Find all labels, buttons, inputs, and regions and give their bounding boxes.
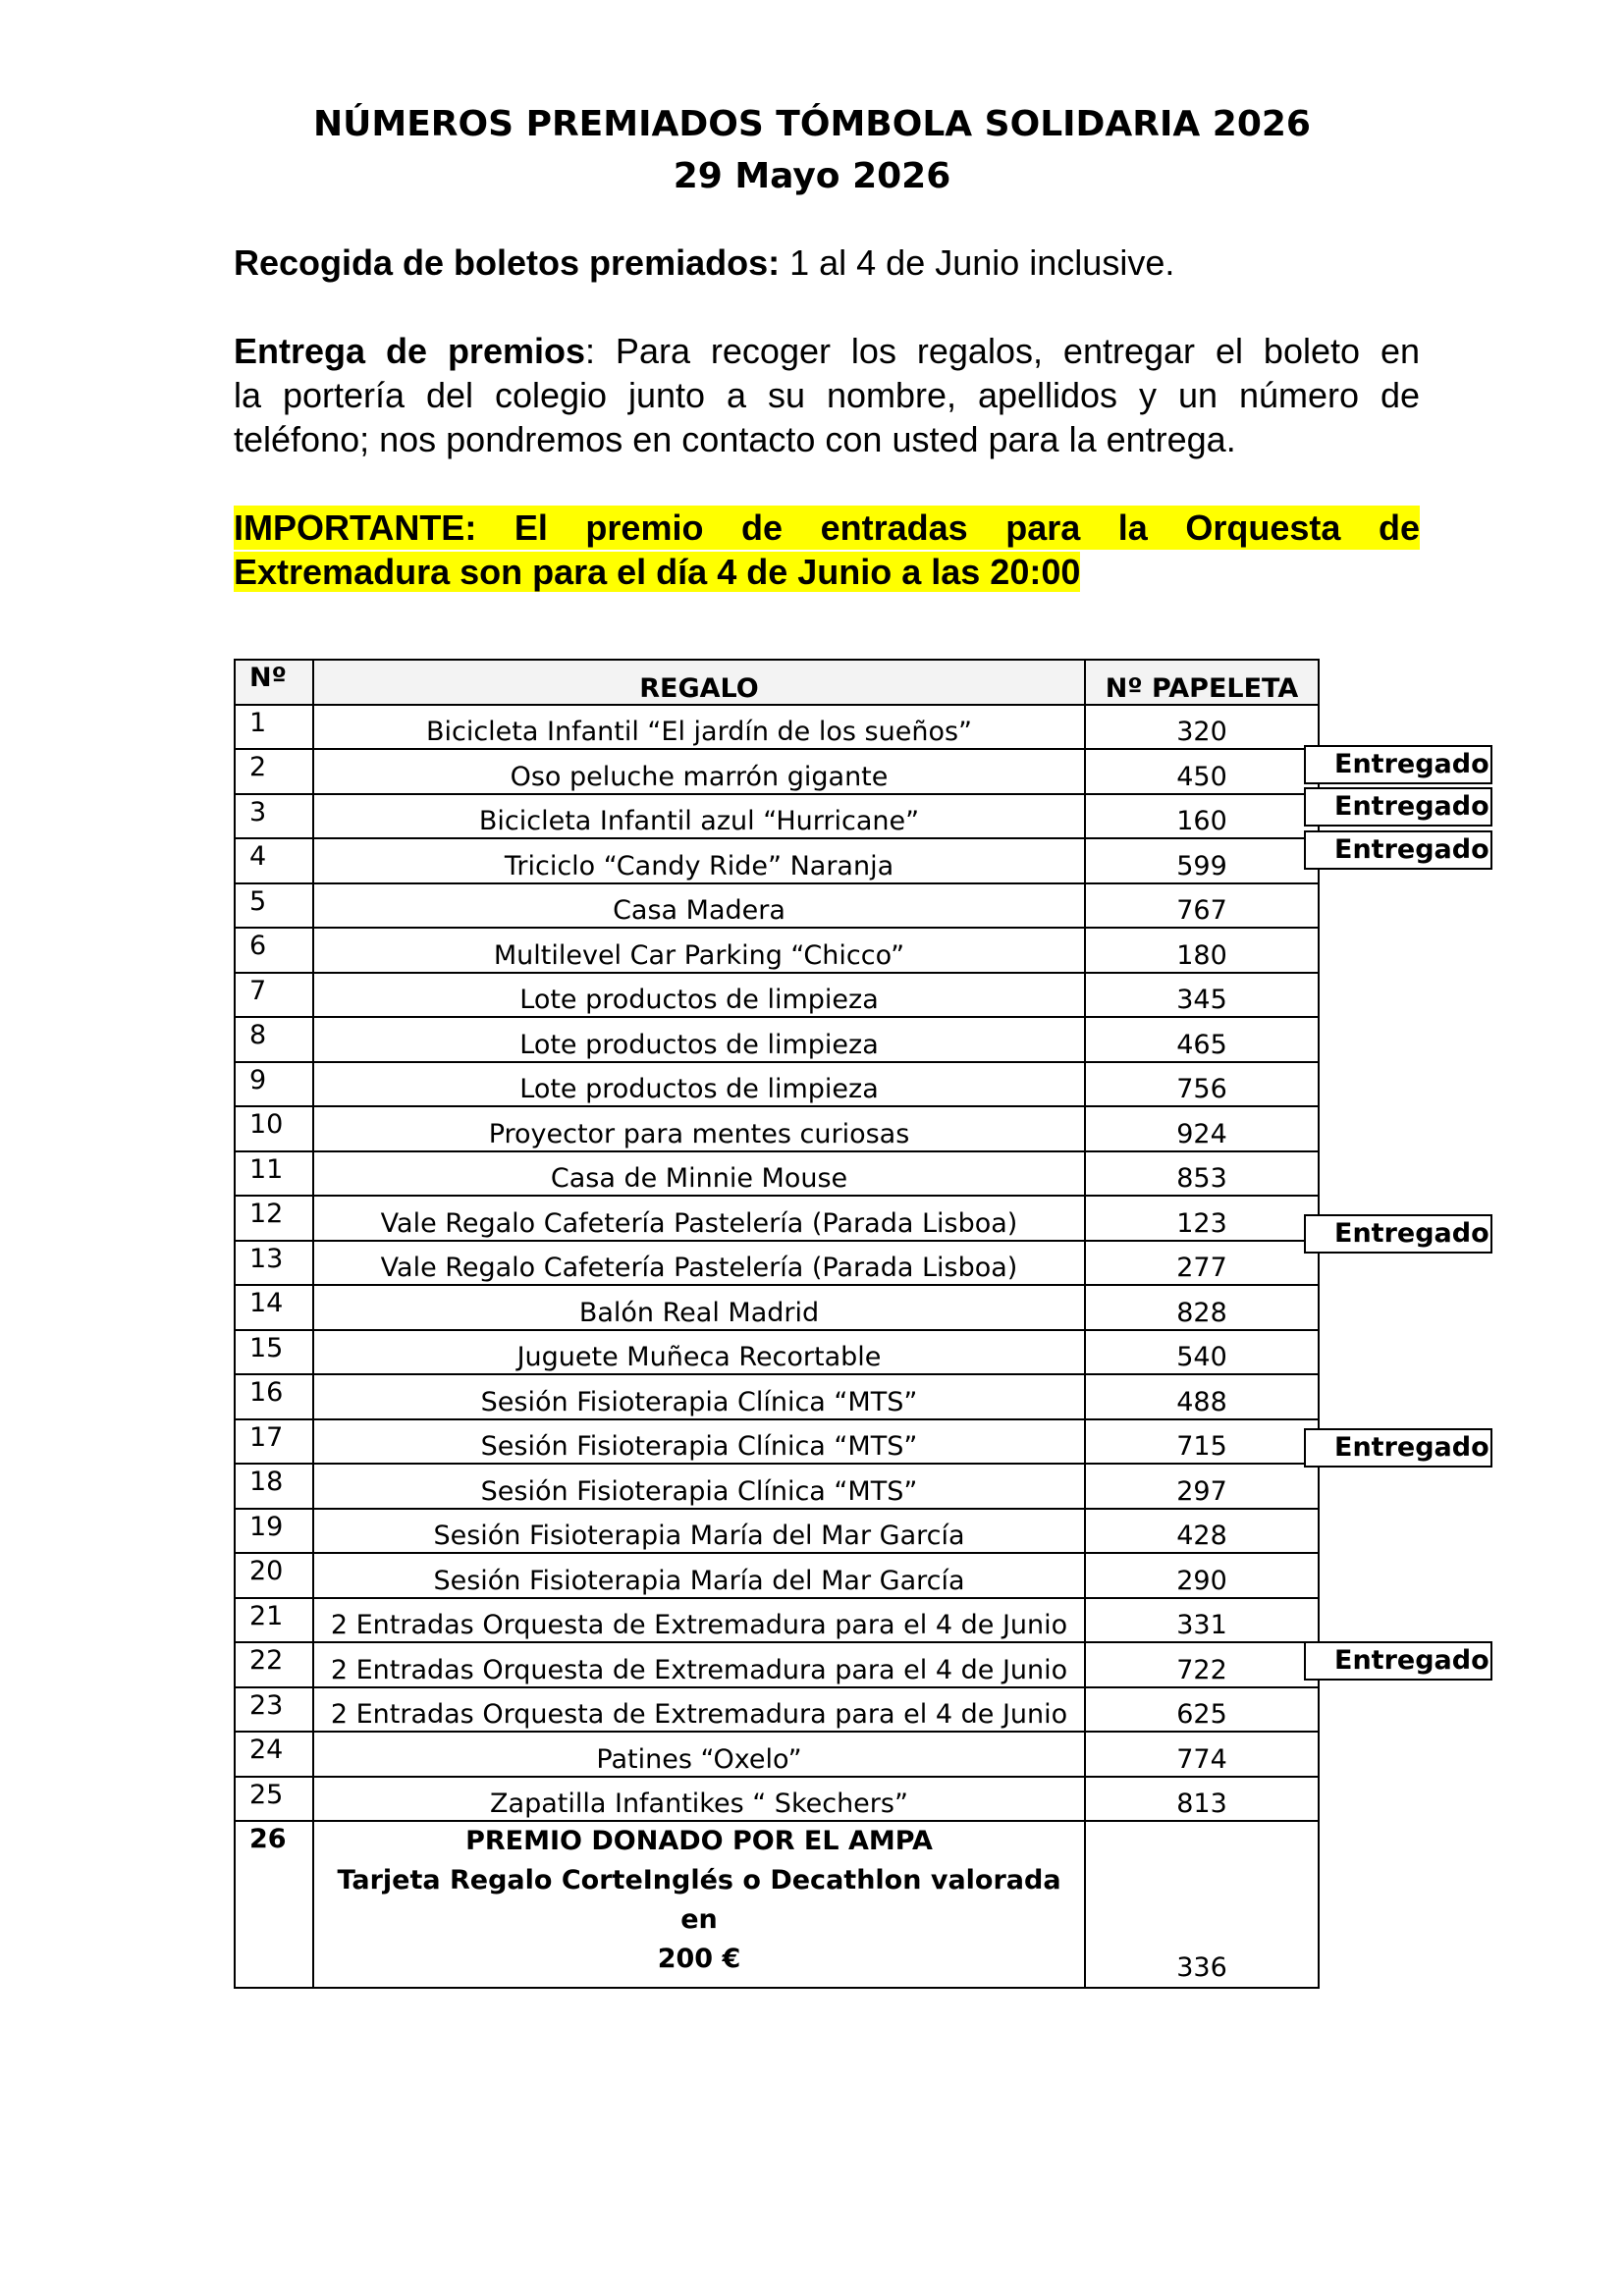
table-row bbox=[235, 1687, 1319, 1733]
cell-ticket: 320 bbox=[1085, 705, 1319, 750]
cell-gift: Multilevel Car Parking “Chicco” bbox=[313, 928, 1085, 973]
cell-ticket: 540 bbox=[1085, 1330, 1319, 1375]
cell-num: 2 bbox=[235, 749, 313, 794]
status-badge: Entregado bbox=[1304, 1214, 1492, 1254]
delivery-paragraph bbox=[234, 329, 1420, 461]
status-badge: Entregado bbox=[1304, 1641, 1492, 1681]
delivery-text-1: : Para recoger los regalos, entregar el boleto en bbox=[584, 331, 1420, 371]
cell-gift: Bicicleta Infantil azul “Hurricane” bbox=[313, 794, 1085, 839]
cell-gift: Patines “Oxelo” bbox=[313, 1732, 1085, 1777]
status-badge: Entregado bbox=[1304, 745, 1492, 784]
table-row bbox=[235, 749, 1319, 794]
cell-ticket: 924 bbox=[1085, 1106, 1319, 1151]
cell-num: 26 bbox=[235, 1821, 313, 1988]
cell-num: 15 bbox=[235, 1330, 313, 1375]
cell-gift: Sesión Fisioterapia Clínica “MTS” bbox=[313, 1419, 1085, 1465]
table-row bbox=[235, 973, 1319, 1018]
cell-ticket: 331 bbox=[1085, 1598, 1319, 1643]
cell-ticket: 853 bbox=[1085, 1151, 1319, 1197]
delivery-line-1 bbox=[234, 329, 1420, 373]
cell-num: 11 bbox=[235, 1151, 313, 1197]
cell-num: 16 bbox=[235, 1374, 313, 1419]
cell-gift: Oso peluche marrón gigante bbox=[313, 749, 1085, 794]
cell-num: 21 bbox=[235, 1598, 313, 1643]
special-line-2: Tarjeta Regalo CorteInglés o Decathlon valorada en bbox=[337, 1865, 1061, 1935]
header-ticket: Nº PAPELETA bbox=[1085, 660, 1319, 705]
cell-ticket: 180 bbox=[1085, 928, 1319, 973]
table-row bbox=[235, 1241, 1319, 1286]
cell-gift-special bbox=[313, 1821, 1085, 1988]
cell-num: 13 bbox=[235, 1241, 313, 1286]
cell-ticket: 488 bbox=[1085, 1374, 1319, 1419]
status-badge: Entregado bbox=[1304, 830, 1492, 870]
table-row bbox=[235, 1553, 1319, 1598]
cell-gift: Lote productos de limpieza bbox=[313, 973, 1085, 1018]
table-row bbox=[235, 838, 1319, 883]
cell-num: 6 bbox=[235, 928, 313, 973]
table-row bbox=[235, 1419, 1319, 1465]
cell-gift: Lote productos de limpieza bbox=[313, 1062, 1085, 1107]
table-row bbox=[235, 794, 1319, 839]
table-row-special bbox=[235, 1821, 1319, 1988]
cell-ticket: 465 bbox=[1085, 1017, 1319, 1062]
cell-ticket: 722 bbox=[1085, 1642, 1319, 1687]
cell-num: 20 bbox=[235, 1553, 313, 1598]
pickup-paragraph bbox=[234, 240, 1420, 285]
prizes-table bbox=[234, 659, 1320, 1989]
cell-gift: Proyector para mentes curiosas bbox=[313, 1106, 1085, 1151]
table-row bbox=[235, 1062, 1319, 1107]
cell-ticket: 715 bbox=[1085, 1419, 1319, 1465]
table-row bbox=[235, 1464, 1319, 1509]
cell-ticket: 599 bbox=[1085, 838, 1319, 883]
cell-gift: Sesión Fisioterapia Clínica “MTS” bbox=[313, 1374, 1085, 1419]
table-row bbox=[235, 1330, 1319, 1375]
cell-num: 8 bbox=[235, 1017, 313, 1062]
cell-gift: Triciclo “Candy Ride” Naranja bbox=[313, 838, 1085, 883]
cell-gift: Sesión Fisioterapia Clínica “MTS” bbox=[313, 1464, 1085, 1509]
header-gift: REGALO bbox=[313, 660, 1085, 705]
pickup-text: 1 al 4 de Junio inclusive. bbox=[780, 242, 1175, 283]
table-row bbox=[235, 928, 1319, 973]
table-row bbox=[235, 705, 1319, 750]
table-row bbox=[235, 1196, 1319, 1241]
cell-ticket: 123 bbox=[1085, 1196, 1319, 1241]
cell-gift: Balón Real Madrid bbox=[313, 1285, 1085, 1330]
table-row bbox=[235, 1285, 1319, 1330]
cell-num: 19 bbox=[235, 1509, 313, 1554]
cell-gift: Zapatilla Infantikes “ Skechers” bbox=[313, 1777, 1085, 1822]
cell-num: 1 bbox=[235, 705, 313, 750]
cell-gift: Vale Regalo Cafetería Pastelería (Parada Lisboa) bbox=[313, 1241, 1085, 1286]
table-row bbox=[235, 1017, 1319, 1062]
table-row bbox=[235, 1151, 1319, 1197]
cell-num: 14 bbox=[235, 1285, 313, 1330]
important-notice bbox=[234, 506, 1420, 594]
cell-gift: Casa de Minnie Mouse bbox=[313, 1151, 1085, 1197]
cell-gift: Bicicleta Infantil “El jardín de los sueños” bbox=[313, 705, 1085, 750]
cell-ticket: 345 bbox=[1085, 973, 1319, 1018]
cell-num: 18 bbox=[235, 1464, 313, 1509]
cell-ticket: 828 bbox=[1085, 1285, 1319, 1330]
cell-num: 5 bbox=[235, 883, 313, 929]
cell-gift: 2 Entradas Orquesta de Extremadura para el 4 de Junio bbox=[313, 1598, 1085, 1643]
title-date: 29 Mayo 2026 bbox=[673, 156, 951, 196]
table-row bbox=[235, 1509, 1319, 1554]
cell-ticket: 277 bbox=[1085, 1241, 1319, 1286]
table-header-row bbox=[235, 660, 1319, 705]
cell-num: 25 bbox=[235, 1777, 313, 1822]
prizes-table-body bbox=[235, 705, 1319, 1989]
cell-num: 22 bbox=[235, 1642, 313, 1687]
cell-ticket: 625 bbox=[1085, 1687, 1319, 1733]
cell-ticket: 297 bbox=[1085, 1464, 1319, 1509]
cell-gift: Juguete Muñeca Recortable bbox=[313, 1330, 1085, 1375]
cell-num: 17 bbox=[235, 1419, 313, 1465]
cell-gift: Sesión Fisioterapia María del Mar García bbox=[313, 1509, 1085, 1554]
delivery-line-3: teléfono; nos pondremos en contacto con usted para la entrega. bbox=[234, 419, 1236, 459]
cell-ticket: 767 bbox=[1085, 883, 1319, 929]
status-badge: Entregado bbox=[1304, 787, 1492, 827]
cell-num: 12 bbox=[235, 1196, 313, 1241]
cell-ticket: 428 bbox=[1085, 1509, 1319, 1554]
cell-ticket: 774 bbox=[1085, 1732, 1319, 1777]
table-row bbox=[235, 1642, 1319, 1687]
cell-gift: 2 Entradas Orquesta de Extremadura para el 4 de Junio bbox=[313, 1642, 1085, 1687]
cell-gift: Vale Regalo Cafetería Pastelería (Parada Lisboa) bbox=[313, 1196, 1085, 1241]
cell-ticket: 160 bbox=[1085, 794, 1319, 839]
special-line-1: PREMIO DONADO POR EL AMPA bbox=[465, 1826, 933, 1856]
cell-ticket: 336 bbox=[1085, 1821, 1319, 1988]
cell-gift: Casa Madera bbox=[313, 883, 1085, 929]
title-line-1: NÚMEROS PREMIADOS TÓMBOLA SOLIDARIA 2026 bbox=[313, 104, 1311, 144]
delivery-line-2: la portería del colegio junto a su nombre, apellidos y un número de bbox=[234, 375, 1420, 415]
cell-num: 10 bbox=[235, 1106, 313, 1151]
cell-num: 9 bbox=[235, 1062, 313, 1107]
important-line-1: IMPORTANTE: El premio de entradas para la Orquesta de bbox=[234, 507, 1420, 548]
delivery-label: Entrega de premios bbox=[234, 331, 585, 371]
table-row bbox=[235, 1374, 1319, 1419]
table-row bbox=[235, 1598, 1319, 1643]
special-line-3: 200 € bbox=[657, 1944, 741, 1974]
important-line-2: Extremadura son para el día 4 de Junio a las 20:00 bbox=[234, 552, 1081, 592]
cell-ticket: 290 bbox=[1085, 1553, 1319, 1598]
cell-gift: Sesión Fisioterapia María del Mar García bbox=[313, 1553, 1085, 1598]
table-row bbox=[235, 1732, 1319, 1777]
cell-gift: 2 Entradas Orquesta de Extremadura para el 4 de Junio bbox=[313, 1687, 1085, 1733]
cell-num: 4 bbox=[235, 838, 313, 883]
cell-num: 7 bbox=[235, 973, 313, 1018]
status-badge: Entregado bbox=[1304, 1428, 1492, 1468]
pickup-label: Recogida de boletos premiados: bbox=[234, 242, 781, 283]
header-num: Nº bbox=[235, 660, 313, 705]
cell-ticket: 756 bbox=[1085, 1062, 1319, 1107]
table-row bbox=[235, 883, 1319, 929]
table-row bbox=[235, 1777, 1319, 1822]
cell-num: 23 bbox=[235, 1687, 313, 1733]
page-title bbox=[0, 98, 1624, 202]
cell-num: 24 bbox=[235, 1732, 313, 1777]
table-row bbox=[235, 1106, 1319, 1151]
cell-ticket: 813 bbox=[1085, 1777, 1319, 1822]
cell-num: 3 bbox=[235, 794, 313, 839]
cell-ticket: 450 bbox=[1085, 749, 1319, 794]
cell-gift: Lote productos de limpieza bbox=[313, 1017, 1085, 1062]
